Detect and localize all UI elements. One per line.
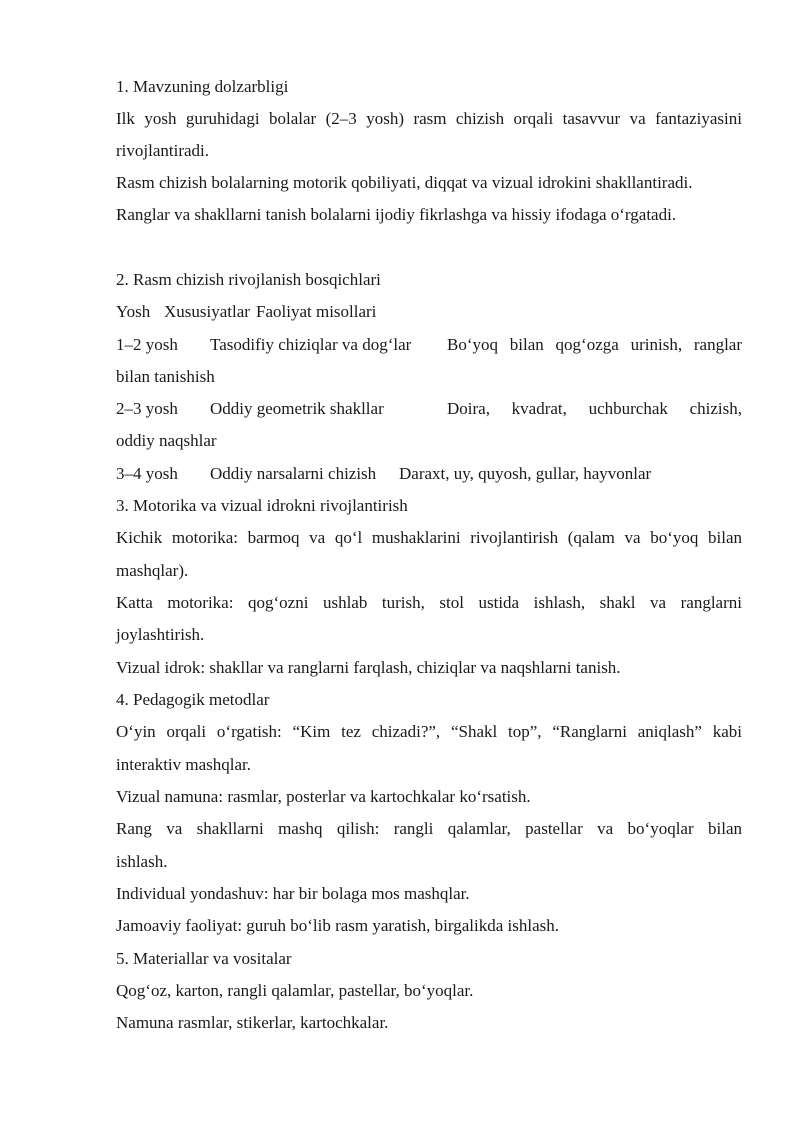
table-cell-activity: Doira, kvadrat, uchburchak chizish, bbox=[447, 399, 742, 418]
paragraph-line: Qogʻoz, karton, rangli qalamlar, pastellar, boʻyoqlar. bbox=[116, 981, 474, 1000]
section-heading: 3. Motorika va vizual idrokni rivojlantirish bbox=[116, 496, 408, 515]
paragraph-line: ishlash. bbox=[116, 852, 168, 871]
paragraph-line: joylashtirish. bbox=[116, 625, 205, 644]
paragraph-line: Namuna rasmlar, stikerlar, kartochkalar. bbox=[116, 1013, 389, 1032]
table-cell-activity-cont: oddiy naqshlar bbox=[116, 431, 217, 450]
table-cell-activity-cont: bilan tanishish bbox=[116, 367, 215, 386]
table-cell-activity: Boʻyoq bilan qogʻozga urinish, ranglar bbox=[447, 335, 742, 354]
paragraph-line: rivojlantiradi. bbox=[116, 141, 210, 160]
paragraph-line: Rasm chizish bolalarning motorik qobiliyati, diqqat va vizual idrokini shakllantiradi. bbox=[116, 173, 693, 192]
section-heading: 1. Mavzuning dolzarbligi bbox=[116, 77, 289, 96]
paragraph-line: Katta motorika: qogʻozni ushlab turish, stol ustida ishlash, shakl va ranglarni bbox=[116, 593, 742, 612]
paragraph-line: Vizual namuna: rasmlar, posterlar va kartochkalar koʻrsatish. bbox=[116, 787, 531, 806]
paragraph-line: Individual yondashuv: har bir bolaga mos mashqlar. bbox=[116, 884, 470, 903]
paragraph-line: Jamoaviy faoliyat: guruh boʻlib rasm yaratish, birgalikda ishlash. bbox=[116, 916, 560, 935]
table-cell-feature: Tasodifiy chiziqlar va dogʻlar bbox=[210, 335, 412, 354]
section-heading: 4. Pedagogik metodlar bbox=[116, 690, 270, 709]
paragraph-line: Vizual idrok: shakllar va ranglarni farqlash, chiziqlar va naqshlarni tanish. bbox=[116, 658, 621, 677]
table-header-features: Xususiyatlar bbox=[164, 302, 250, 321]
section-heading: 5. Materiallar va vositalar bbox=[116, 949, 292, 968]
table-cell-age: 3–4 yosh bbox=[116, 464, 178, 483]
paragraph-line: Kichik motorika: barmoq va qoʻl mushaklarini rivojlantirish (qalam va boʻyoq bilan bbox=[116, 528, 742, 547]
table-cell-feature: Oddiy geometrik shakllar bbox=[210, 399, 384, 418]
table-header-age: Yosh bbox=[116, 302, 151, 321]
table-cell-age: 1–2 yosh bbox=[116, 335, 178, 354]
paragraph-line: interaktiv mashqlar. bbox=[116, 755, 252, 774]
table-cell-age: 2–3 yosh bbox=[116, 399, 178, 418]
paragraph-line: Oʻyin orqali oʻrgatish: “Kim tez chizadi?”, “Shakl top”, “Ranglarni aniqlash” kabi bbox=[116, 722, 742, 741]
table-header-activities: Faoliyat misollari bbox=[256, 302, 377, 321]
table-cell-feature: Oddiy narsalarni chizish bbox=[210, 464, 377, 483]
paragraph-line: mashqlar). bbox=[116, 561, 189, 580]
paragraph-line: Ilk yosh guruhidagi bolalar (2–3 yosh) rasm chizish orqali tasavvur va fantaziyasini bbox=[116, 109, 742, 128]
paragraph-line: Ranglar va shakllarni tanish bolalarni ijodiy fikrlashga va hissiy ifodaga oʻrgatadi. bbox=[116, 205, 677, 224]
paragraph-line: Rang va shakllarni mashq qilish: rangli qalamlar, pastellar va boʻyoqlar bilan bbox=[116, 819, 742, 838]
section-heading: 2. Rasm chizish rivojlanish bosqichlari bbox=[116, 270, 381, 289]
table-cell-activity: Daraxt, uy, quyosh, gullar, hayvonlar bbox=[399, 464, 652, 483]
